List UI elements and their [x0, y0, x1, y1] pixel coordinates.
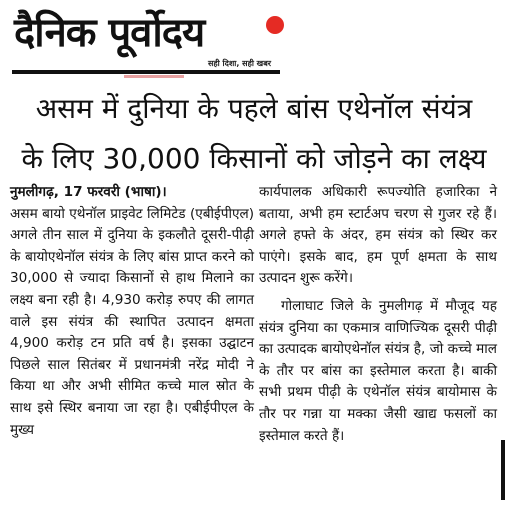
page-edge-mark — [501, 440, 505, 500]
newspaper-logo: दैनिक पूर्वोदय — [14, 10, 205, 56]
masthead-rule — [12, 70, 280, 74]
article-column-left — [10, 182, 254, 441]
article-paragraph: कार्यपालक अधिकारी रूपज्योति हजारिका ने बताया, अभी हम स्टार्टअप चरण से गुजर रहे हैं। अगले हफ्ते के अंदर, हम संयंत्र को स्थिर कर पाएंगे। इसके बाद, हम पूर्ण क्षमता के साथ उत्पादन शुरू करेंगे। — [259, 184, 497, 287]
masthead — [12, 6, 280, 76]
headline-line-2: के लिए 30,000 किसानों को जोड़ने का लक्ष्य — [21, 142, 487, 175]
headline-line-1: असम में दुनिया के पहले बांस एथेनॉल संयंत्र — [35, 92, 473, 125]
headline — [10, 84, 498, 184]
sun-logo-icon — [266, 16, 284, 34]
dateline: नुमलीगढ़, 17 फरवरी (भाषा)। — [10, 184, 167, 200]
article-column-right — [259, 182, 497, 447]
newspaper-tagline: सही दिशा, सही खबर — [208, 59, 272, 68]
article-paragraph: असम बायो एथेनॉल प्राइवेट लिमिटेड (एबीईपीएल) अगले तीन साल में दुनिया के इकलौते दूसरी-पीढ़ी के बायोएथेनॉल संयंत्र के लिए बांस प्राप्त करने को 30,000 से ज्यादा किसानों से हाथ मिलाने का लक्ष्य बना रही है। 4,930 करोड़ रुपए की लागत वाले इस संयंत्र की स्थापित उत्पादन क्षमता 4,900 करोड़ टन प्रति वर्ष है। इसका उद्घाटन पिछले साल सितंबर में प्रधानमंत्री नरेंद्र मोदी ने किया था और अभी सीमित कच्चे माल स्रोत के साथ इसे स्थिर बनाया जा रहा है। एबीईपीएल के मुख्य — [10, 205, 254, 438]
article-paragraph: गोलाघाट जिले के नुमलीगढ़ में मौजूद यह संयंत्र दुनिया का एकमात्र वाणिज्यिक दूसरी पीढ़ी का उत्पादक बायोएथेनॉल संयंत्र है, जो कच्चे माल के तौर पर बांस का इस्तेमाल करता है। बाकी सभी प्रथम पीढ़ी के एथेनॉल संयंत्र बायोमास के तौर पर गन्ना या मक्का जैसी खाद्य फसलों का इस्तेमाल करते हैं। — [259, 297, 497, 444]
masthead-accent — [124, 75, 184, 78]
